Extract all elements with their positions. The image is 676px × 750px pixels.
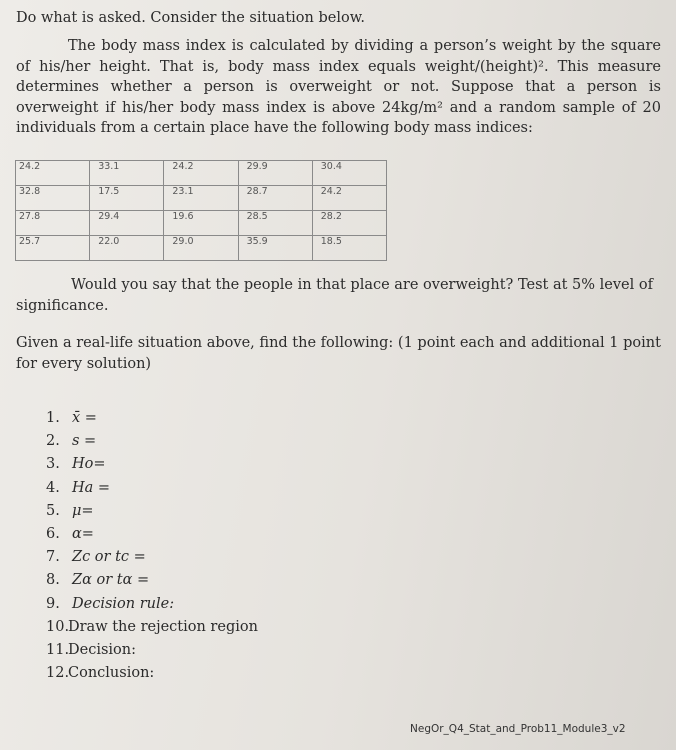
table-cell: 24.2	[164, 161, 238, 186]
item-number: 6.	[46, 526, 60, 543]
table-cell: 28.5	[238, 211, 312, 236]
list-item	[46, 477, 258, 500]
list-item	[46, 546, 258, 569]
item-text: Ha =	[72, 479, 111, 496]
table-cell: 18.5	[312, 236, 386, 261]
item-number: 5.	[46, 502, 60, 519]
item-text: Zα or tα =	[72, 572, 150, 589]
table-cell: 27.8	[16, 211, 90, 236]
answer-list	[46, 407, 258, 685]
table-cell: 22.0	[90, 236, 164, 261]
list-item	[46, 616, 258, 639]
item-text: Zc or tc =	[72, 549, 146, 566]
table-cell: 32.8	[16, 186, 90, 211]
problem-paragraph: The body mass index is calculated by dividing a person’s weight by the square of his/her height. That is, body mass index equals weight/(height)². This measure determines whether a person is overweight or not. Suppose that a person is overweight if his/her body mass index is above 24kg/m² and a random sample of 20 individuals from a certain place have the following body mass indices:	[16, 38, 661, 136]
item-text: Decision rule:	[72, 595, 175, 612]
list-item	[46, 523, 258, 546]
list-item	[46, 453, 258, 476]
item-number: 3.	[46, 456, 60, 473]
list-item	[46, 500, 258, 523]
item-number: 10.	[46, 618, 70, 635]
list-item	[46, 639, 258, 662]
table-cell: 19.6	[164, 211, 238, 236]
table-row	[16, 211, 387, 236]
bmi-table	[15, 160, 387, 261]
table-cell: 24.2	[312, 186, 386, 211]
table-cell: 29.9	[238, 161, 312, 186]
question-text: Would you say that the people in that place are overweight? Test at 5% level of significance.	[16, 277, 653, 314]
item-number: 11.	[46, 642, 70, 659]
item-text: s =	[72, 433, 97, 450]
list-item	[46, 407, 258, 430]
item-text: Draw the rejection region	[68, 618, 258, 635]
item-number: 4.	[46, 479, 60, 496]
table-cell: 28.2	[312, 211, 386, 236]
table-cell: 33.1	[90, 161, 164, 186]
item-number: 12.	[46, 665, 70, 682]
list-item	[46, 569, 258, 592]
item-text: α=	[72, 526, 94, 543]
module-footer: NegOr_Q4_Stat_and_Prob11_Module3_v2	[410, 723, 626, 735]
table-cell: 29.0	[164, 236, 238, 261]
table-cell: 25.7	[16, 236, 90, 261]
item-text: Decision:	[68, 642, 136, 659]
table-cell: 30.4	[312, 161, 386, 186]
table-cell: 29.4	[90, 211, 164, 236]
item-number: 9.	[46, 595, 60, 612]
item-text: Conclusion:	[68, 665, 155, 682]
table-cell: 17.5	[90, 186, 164, 211]
table-cell: 35.9	[238, 236, 312, 261]
item-number: 1.	[46, 410, 60, 426]
item-number: 7.	[46, 549, 60, 566]
table-cell: 24.2	[16, 161, 90, 186]
table-cell: 23.1	[164, 186, 238, 211]
list-item	[46, 593, 258, 616]
table-cell: 28.7	[238, 186, 312, 211]
item-number: 8.	[46, 572, 60, 589]
item-number: 2.	[46, 433, 60, 450]
table-row	[16, 186, 387, 211]
list-item	[46, 430, 258, 453]
table-row	[16, 161, 387, 186]
given-instructions: Given a real-life situation above, find the following: (1 point each and additional 1 point for every solution)	[16, 335, 661, 372]
item-text: Ho=	[72, 456, 106, 473]
instruction-text: Do what is asked. Consider the situation below.	[16, 10, 365, 26]
list-item	[46, 662, 258, 685]
table-row	[16, 236, 387, 261]
item-text: μ=	[72, 502, 94, 519]
item-text: x̄ =	[72, 410, 97, 426]
